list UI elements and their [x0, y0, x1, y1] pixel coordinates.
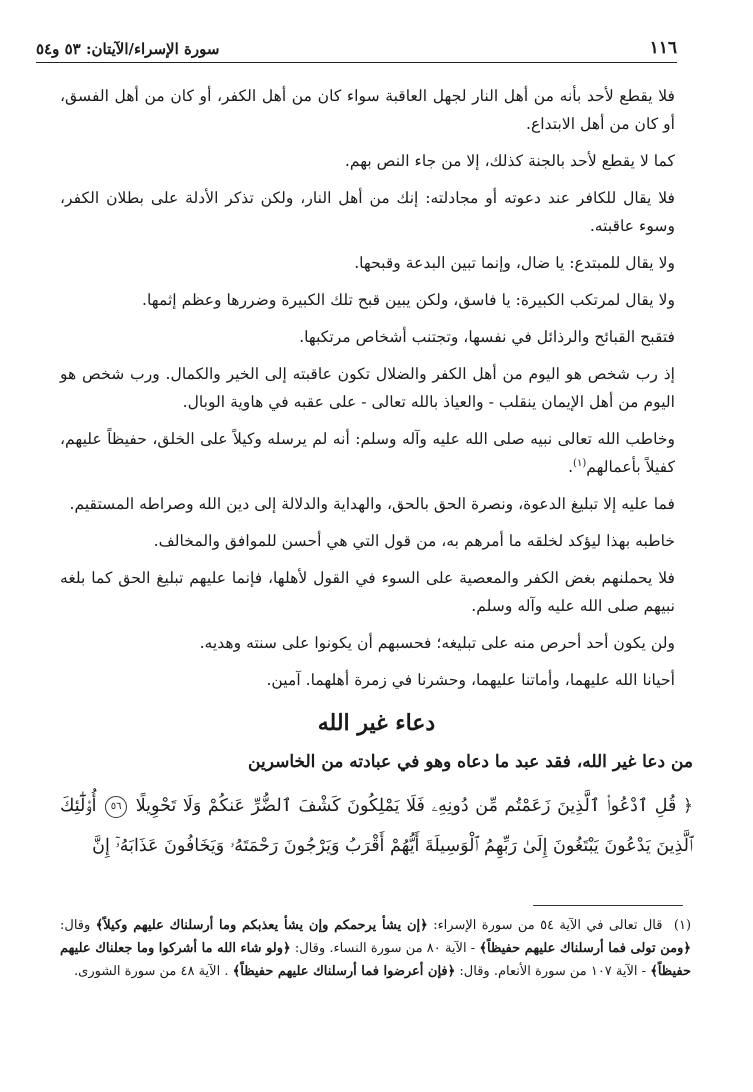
footnote-text: - الآية ١٠٧ من سورة الأنعام. وقال:	[459, 964, 647, 979]
footnote-text: . الآية ٤٨ من سورة الشورى.	[74, 964, 229, 979]
footnote-text: - الآية ٨٠ من سورة النساء. وقال:	[294, 941, 476, 956]
paragraph: ولا يقال للمبتدع: يا ضال، وإنما تبين البدعة وقبحها.	[354, 254, 675, 272]
paragraph: خاطبه بهذا ليؤكد لخلقه ما أمرهم به، من قول التي هي أحسن للموافق والمخالف.	[153, 532, 675, 550]
page-header	[36, 28, 677, 63]
paragraph: فما عليه إلا تبليغ الدعوة، ونصرة الحق بالحق، والهداية والدلالة إلى دين الله وصراطه المستقيم.	[69, 495, 675, 513]
paragraph	[60, 425, 693, 481]
paragraph-text: وخاطب الله تعالى نبيه صلى الله عليه وآله وسلم: أنه لم يرسله وكيلاً على الخلق، حفيظاً عليهم، كفيلاً بأعمالهم	[60, 430, 675, 476]
paragraph: فتقبح القبائح والرذائل في نفسها، وتجتنب أشخاص مرتكبها.	[299, 328, 675, 346]
main-text	[60, 82, 693, 876]
paragraph: إذ رب شخص هو اليوم من أهل الكفر والضلال تكون عاقبته إلى الخير والكمال. ورب شخص هو اليوم من أهل الإيمان ينقلب - والعياذ بالله تعالى - على عقبه في هاوية الوبال.	[60, 365, 675, 411]
paragraph: ولا يقال لمرتكب الكبيرة: يا فاسق، ولكن يبين قبح تلك الكبيرة وضررها وعظم إثمها.	[142, 291, 675, 309]
footnote-quote: ﴿إن يشأ يرحمكم وإن يشأ يعذبكم وما أرسلناك عليهم وكيلاً﴾	[95, 918, 428, 933]
quran-verse	[60, 786, 693, 876]
footnote-quote: ﴿فإن أعرضوا فما أرسلناك عليهم حفيظاً﴾	[232, 964, 456, 979]
footnote-text: وقال:	[60, 918, 91, 933]
footnote-quote: ﴿ومن تولى فما أرسلناك عليهم حفيظاً﴾	[479, 941, 691, 956]
quran-text: قُلِ ٱدْعُوا۟ ٱلَّذِينَ زَعَمْتُم مِّن دُونِهِۦ فَلَا يَمْلِكُونَ كَشْفَ ٱلضُّرِّ عَنكُمْ وَلَا تَحْوِيلًا	[135, 796, 677, 816]
paragraph: ولن يكون أحد أحرص منه على تبليغه؛ فحسبهم أن يكونوا على سنته وهديه.	[199, 634, 675, 652]
paragraph: كما لا يقطع لأحد بالجنة كذلك، إلا من جاء النص بهم.	[344, 152, 675, 170]
footnote-separator	[533, 905, 683, 906]
running-title: سورة الإسراء/الآيتان: ٥٣ و٥٤	[36, 40, 220, 58]
section-subtitle: من دعا غير الله، فقد عبد ما دعاه وهو في عبادته من الخاسرين	[248, 752, 693, 772]
page-number: ١١٦	[649, 38, 677, 58]
section-title: دعاء غير الله	[317, 710, 436, 736]
footnotes	[60, 914, 691, 983]
paragraph: فلا يقطع لأحد بأنه من أهل النار لجهل العاقبة سواء كان من أهل الكفر، أو كان من أهل الفسق، أو كان من أهل الابتداع.	[60, 87, 675, 133]
ayah-number: ٥٦	[105, 796, 127, 818]
footnote-reference: (١)	[573, 457, 587, 469]
footnote-quote: ﴿ولو شاء الله ما أشركوا وما جعلناك عليهم حفيظاً﴾	[60, 941, 691, 979]
footnote-text: قال تعالى في الآية ٥٤ من سورة الإسراء:	[433, 918, 663, 933]
paragraph: أحيانا الله عليهما، وأماتنا عليهما، وحشرنا في زمرة أهلهما. آمين.	[266, 671, 675, 689]
paragraph: فلا يحملنهم بغض الكفر والمعصية على السوء في القول لأهلها، فإنما عليهم تبليغ الحق كما بلغه نبيهم صلى الله عليه وآله وسلم.	[60, 569, 675, 615]
paragraph: فلا يقال للكافر عند دعوته أو مجادلته: إنك من أهل النار، ولكن تذكر الأدلة على بطلان الكفر، وسوء عاقبته.	[60, 189, 675, 235]
quran-open-bracket: ﴿	[683, 796, 693, 816]
paragraph-end: .	[568, 458, 574, 476]
footnote-number: (١)	[673, 918, 692, 933]
quran-text: أُو۟لَٰٓئِكَ ٱلَّذِينَ يَدْعُونَ يَبْتَغُونَ إِلَىٰ رَبِّهِمُ ٱلْوَسِيلَةَ أَيُّهُمْ أَقْرَبُ وَيَرْجُونَ رَحْمَتَهُۥ وَيَخَافُونَ عَذَابَهُۥٓ إِنَّ	[60, 796, 693, 856]
